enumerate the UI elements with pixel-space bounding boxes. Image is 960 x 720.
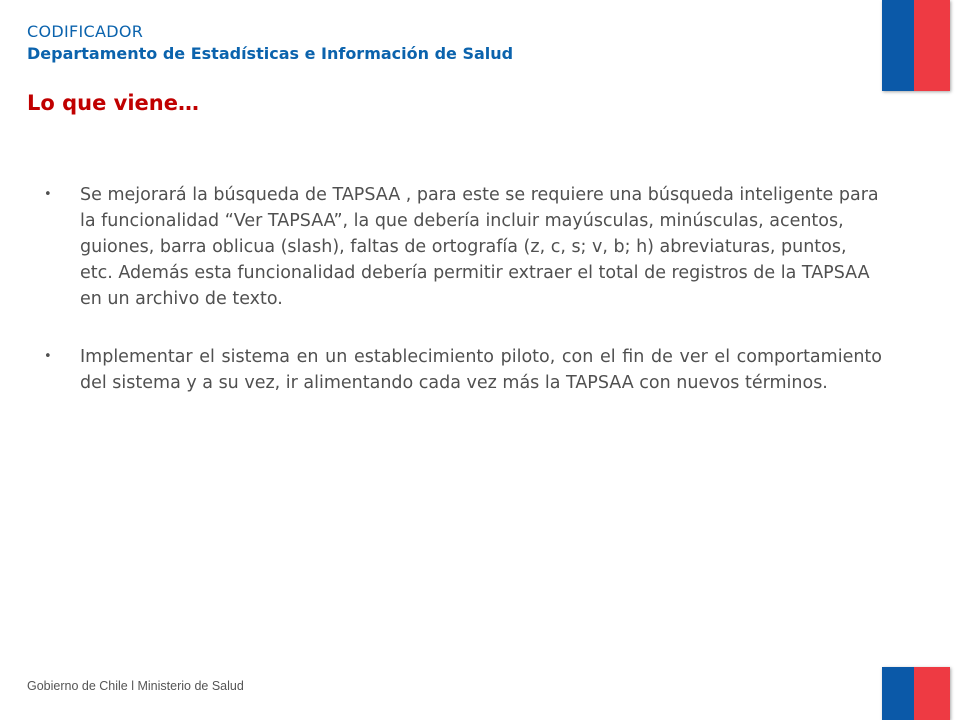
department-name: Departamento de Estadísticas e Información de Salud: [27, 44, 514, 63]
bullet-item: [42, 344, 882, 396]
bullet-icon: •: [44, 187, 52, 202]
header-label: CODIFICADOR: [27, 22, 144, 41]
bullet-item: [42, 182, 882, 312]
slide-title: Lo que viene…: [27, 91, 199, 115]
flag-logo-top: [882, 0, 950, 91]
bullet-text: Implementar el sistema en un establecimiento piloto, con el fin de ver el comportamiento del sistema y a su vez, ir alimentando cada vez más la TAPSAA con nuevos términos.: [80, 347, 882, 393]
bullet-text: Se mejorará la búsqueda de TAPSAA , para este se requiere una búsqueda inteligente para la funcionalidad “Ver TAPSAA”, la que debería incluir mayúsculas, minúsculas, acentos, guiones, barra oblicua (slash), faltas de ortografía (z, c, s; v, b; h) abreviaturas, puntos, etc. Además esta funcionalidad debería permitir extraer el total de registros de la TAPSAA en un archivo de texto.: [80, 185, 879, 309]
flag-red-stripe: [914, 0, 950, 91]
flag-logo-bottom: [882, 667, 950, 720]
flag-red-stripe: [914, 667, 950, 720]
footer-text: Gobierno de Chile l Ministerio de Salud: [27, 679, 244, 693]
bullet-list: [42, 182, 882, 396]
flag-blue-stripe: [882, 667, 914, 720]
bullet-icon: •: [44, 349, 52, 364]
flag-blue-stripe: [882, 0, 914, 91]
